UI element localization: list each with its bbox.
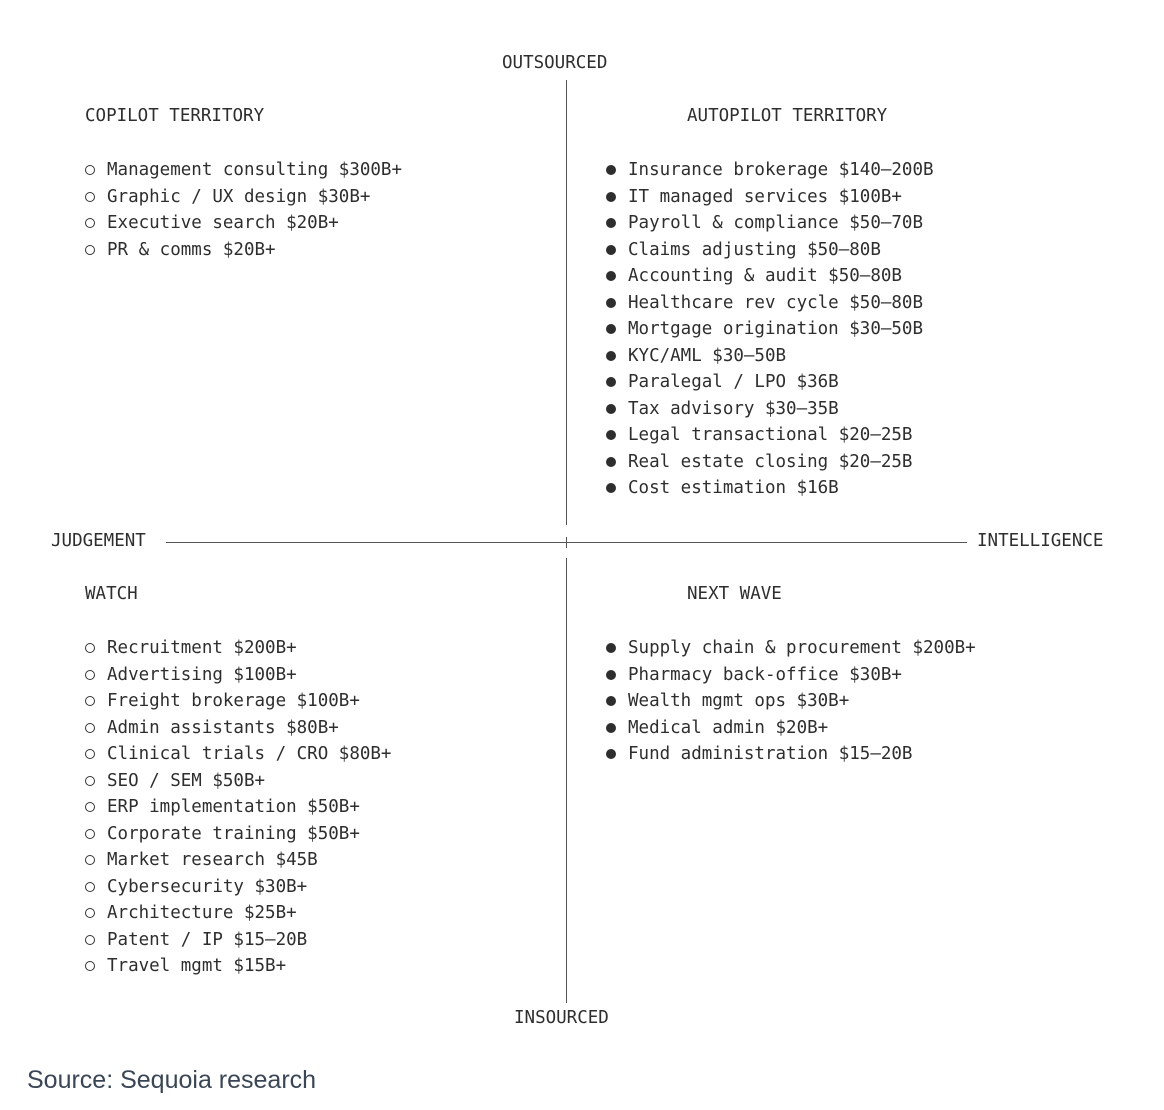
axis-label-bottom: INSOURCED: [514, 1008, 609, 1028]
vertical-axis-bottom: [566, 558, 567, 1003]
vertical-axis-top: [566, 80, 567, 525]
axis-label-left: JUDGEMENT: [51, 531, 146, 551]
filled-circle-icon: [606, 723, 616, 733]
hollow-circle-icon: [85, 829, 95, 839]
hollow-circle-icon: [85, 882, 95, 892]
hollow-circle-icon: [85, 670, 95, 680]
list-item: Paralegal / LPO $36B: [606, 369, 934, 396]
filled-circle-icon: [606, 696, 616, 706]
quadrant-list-copilot: [85, 157, 402, 263]
hollow-circle-icon: [85, 245, 95, 255]
filled-circle-icon: [606, 218, 616, 228]
list-item: Admin assistants $80B+: [85, 715, 391, 742]
list-item: Recruitment $200B+: [85, 635, 391, 662]
hollow-circle-icon: [85, 855, 95, 865]
hollow-circle-icon: [85, 643, 95, 653]
list-item: Wealth mgmt ops $30B+: [606, 688, 976, 715]
hollow-circle-icon: [85, 935, 95, 945]
hollow-circle-icon: [85, 192, 95, 202]
list-item: Cost estimation $16B: [606, 475, 934, 502]
filled-circle-icon: [606, 670, 616, 680]
list-item: Architecture $25B+: [85, 900, 391, 927]
quadrant-title-next-wave: NEXT WAVE: [687, 584, 782, 604]
horizontal-axis-right: [572, 542, 967, 543]
filled-circle-icon: [606, 457, 616, 467]
list-item: Corporate training $50B+: [85, 821, 391, 848]
list-item: Claims adjusting $50–80B: [606, 237, 934, 264]
list-item: ERP implementation $50B+: [85, 794, 391, 821]
list-item: Accounting & audit $50–80B: [606, 263, 934, 290]
filled-circle-icon: [606, 430, 616, 440]
hollow-circle-icon: [85, 696, 95, 706]
list-item: SEO / SEM $50B+: [85, 768, 391, 795]
source-caption: Source: Sequoia research: [27, 1066, 317, 1094]
list-item: Advertising $100B+: [85, 662, 391, 689]
hollow-circle-icon: [85, 776, 95, 786]
list-item: Legal transactional $20–25B: [606, 422, 934, 449]
list-item: Healthcare rev cycle $50–80B: [606, 290, 934, 317]
list-item: Payroll & compliance $50–70B: [606, 210, 934, 237]
list-item: Insurance brokerage $140–200B: [606, 157, 934, 184]
quadrant-list-autopilot: [606, 157, 934, 502]
list-item: Travel mgmt $15B+: [85, 953, 391, 980]
filled-circle-icon: [606, 377, 616, 387]
hollow-circle-icon: [85, 961, 95, 971]
filled-circle-icon: [606, 483, 616, 493]
hollow-circle-icon: [85, 723, 95, 733]
list-item: Freight brokerage $100B+: [85, 688, 391, 715]
filled-circle-icon: [606, 749, 616, 759]
filled-circle-icon: [606, 165, 616, 175]
list-item: Clinical trials / CRO $80B+: [85, 741, 391, 768]
list-item: Pharmacy back-office $30B+: [606, 662, 976, 689]
filled-circle-icon: [606, 324, 616, 334]
filled-circle-icon: [606, 192, 616, 202]
filled-circle-icon: [606, 404, 616, 414]
axis-label-right: INTELLIGENCE: [977, 531, 1104, 551]
list-item: Real estate closing $20–25B: [606, 449, 934, 476]
list-item: Executive search $20B+: [85, 210, 402, 237]
list-item: KYC/AML $30–50B: [606, 343, 934, 370]
filled-circle-icon: [606, 271, 616, 281]
hollow-circle-icon: [85, 908, 95, 918]
filled-circle-icon: [606, 245, 616, 255]
filled-circle-icon: [606, 351, 616, 361]
horizontal-axis-left: [166, 542, 561, 543]
axis-label-top: OUTSOURCED: [502, 53, 608, 73]
list-item: Supply chain & procurement $200B+: [606, 635, 976, 662]
list-item: Tax advisory $30–35B: [606, 396, 934, 423]
list-item: IT managed services $100B+: [606, 184, 934, 211]
list-item: PR & comms $20B+: [85, 237, 402, 264]
quadrant-title-copilot: COPILOT TERRITORY: [85, 106, 265, 126]
filled-circle-icon: [606, 298, 616, 308]
hollow-circle-icon: [85, 165, 95, 175]
filled-circle-icon: [606, 643, 616, 653]
quadrant-title-watch: WATCH: [85, 584, 138, 604]
list-item: Cybersecurity $30B+: [85, 874, 391, 901]
list-item: Market research $45B: [85, 847, 391, 874]
hollow-circle-icon: [85, 802, 95, 812]
hollow-circle-icon: [85, 218, 95, 228]
quadrant-list-watch: [85, 635, 391, 980]
quadrant-title-autopilot: AUTOPILOT TERRITORY: [687, 106, 888, 126]
list-item: Patent / IP $15–20B: [85, 927, 391, 954]
quadrant-list-next-wave: [606, 635, 976, 768]
list-item: Fund administration $15–20B: [606, 741, 976, 768]
axis-origin: [561, 537, 572, 548]
list-item: Medical admin $20B+: [606, 715, 976, 742]
list-item: Graphic / UX design $30B+: [85, 184, 402, 211]
hollow-circle-icon: [85, 749, 95, 759]
list-item: Mortgage origination $30–50B: [606, 316, 934, 343]
list-item: Management consulting $300B+: [85, 157, 402, 184]
